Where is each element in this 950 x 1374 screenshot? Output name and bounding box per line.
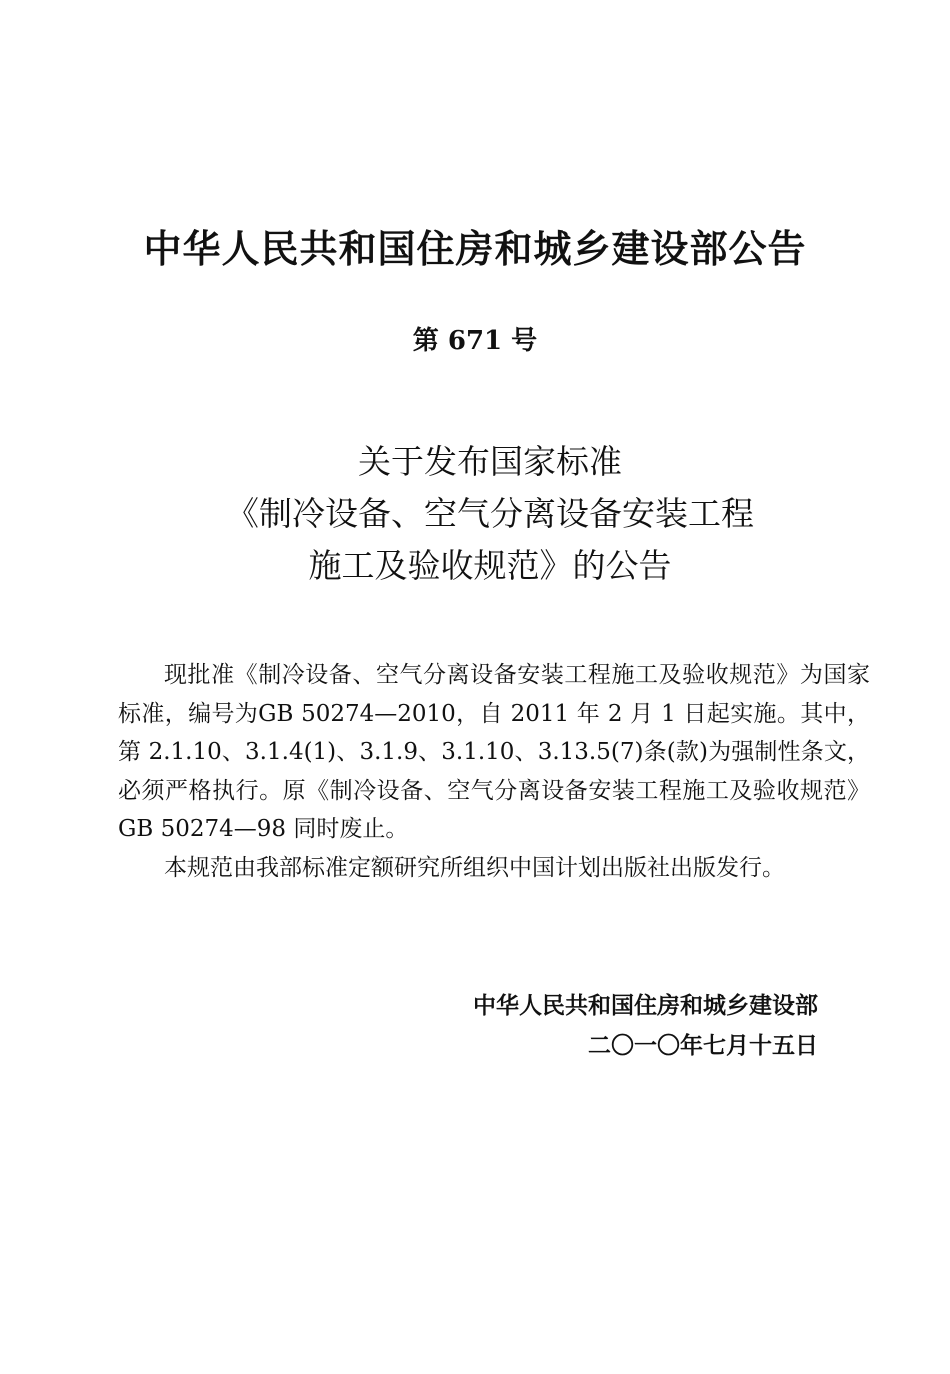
issue-date: 二〇一〇年七月十五日 bbox=[588, 1033, 818, 1059]
subject-line: 施工及验收规范》的公告 bbox=[308, 546, 672, 585]
body-paragraph: 本规范由我部标准定额研究所组织中国计划出版社出版发行。 bbox=[164, 854, 785, 881]
announcement-number: 第 671 号 bbox=[412, 326, 538, 356]
signature-block bbox=[473, 986, 818, 1066]
body-paragraph: 现批准《制冷设备、空气分离设备安装工程施工及验收规范》为国家标准，编号为GB 50274—2010，自 2011 年 2 月 1 日起实施。其中，第 2.1.10、3.1.4(1)、3.1.9、3.1.10、3.13.5(7)条(款)为强制性条文，必须严格执行。原《制冷设备、空气分离设备安装工程施工及验收规范》GB 50274—98 同时废止。 bbox=[118, 662, 870, 842]
issuer-name: 中华人民共和国住房和城乡建设部 bbox=[473, 993, 818, 1019]
subject-line: 《制冷设备、空气分离设备安装工程 bbox=[226, 494, 754, 533]
announcement-subject bbox=[0, 436, 950, 592]
announcement-heading: 中华人民共和国住房和城乡建设部公告 bbox=[143, 227, 807, 271]
announcement-body bbox=[118, 656, 870, 887]
subject-line: 关于发布国家标准 bbox=[358, 442, 622, 481]
